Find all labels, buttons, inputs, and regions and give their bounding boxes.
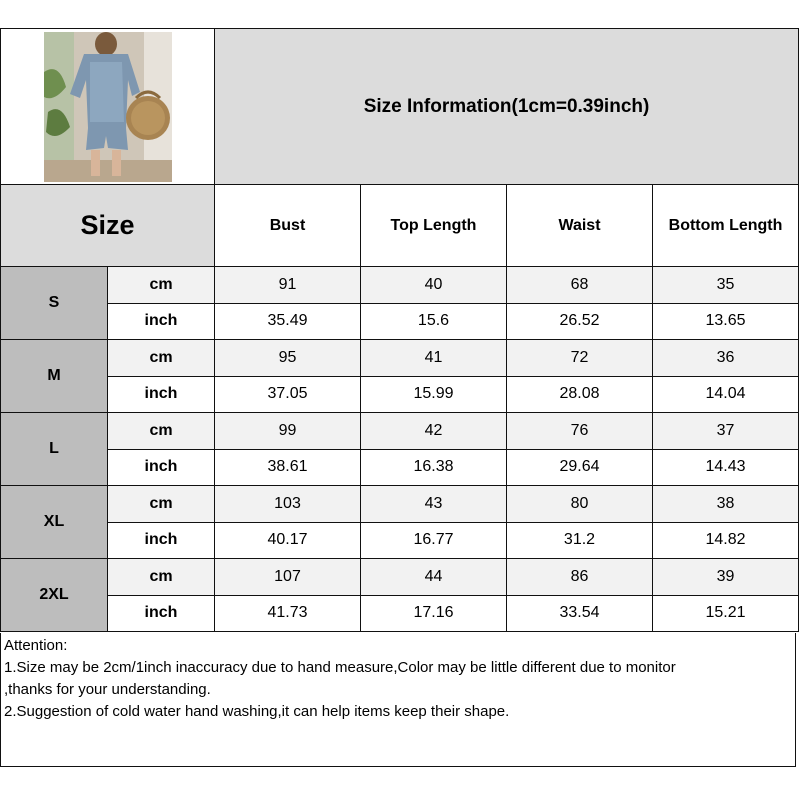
column-header-bottom-length: Bottom Length <box>653 185 799 267</box>
size-chart <box>0 28 800 770</box>
unit-label: inch <box>108 595 215 632</box>
value-bottom-length: 36 <box>653 340 799 377</box>
column-header-top-length: Top Length <box>361 185 507 267</box>
table-row <box>1 376 799 413</box>
attention-note <box>0 633 796 767</box>
value-bottom-length: 37 <box>653 413 799 450</box>
table-row <box>1 449 799 486</box>
model-photo-icon <box>44 32 172 182</box>
value-bust: 91 <box>215 267 361 304</box>
value-top-length: 16.77 <box>361 522 507 559</box>
unit-label: cm <box>108 413 215 450</box>
value-waist: 68 <box>507 267 653 304</box>
value-top-length: 42 <box>361 413 507 450</box>
value-bottom-length: 13.65 <box>653 303 799 340</box>
column-header-waist: Waist <box>507 185 653 267</box>
size-label-cell: L <box>1 413 108 486</box>
value-bottom-length: 14.43 <box>653 449 799 486</box>
value-bottom-length: 14.82 <box>653 522 799 559</box>
size-table <box>0 28 799 632</box>
size-label-cell: XL <box>1 486 108 559</box>
unit-label: cm <box>108 559 215 596</box>
unit-label: inch <box>108 449 215 486</box>
unit-label: cm <box>108 486 215 523</box>
value-bottom-length: 15.21 <box>653 595 799 632</box>
value-waist: 33.54 <box>507 595 653 632</box>
note-line: Attention: <box>4 637 68 654</box>
value-waist: 72 <box>507 340 653 377</box>
value-top-length: 44 <box>361 559 507 596</box>
value-bottom-length: 38 <box>653 486 799 523</box>
column-header-bust: Bust <box>215 185 361 267</box>
table-row <box>1 486 799 523</box>
value-bust: 95 <box>215 340 361 377</box>
value-top-length: 15.99 <box>361 376 507 413</box>
table-row <box>1 413 799 450</box>
table-row <box>1 595 799 632</box>
value-waist: 26.52 <box>507 303 653 340</box>
unit-label: inch <box>108 522 215 559</box>
value-top-length: 15.6 <box>361 303 507 340</box>
size-heading: Size <box>1 185 215 267</box>
table-row <box>1 267 799 304</box>
table-row <box>1 559 799 596</box>
value-top-length: 17.16 <box>361 595 507 632</box>
value-bottom-length: 39 <box>653 559 799 596</box>
value-bottom-length: 35 <box>653 267 799 304</box>
value-waist: 86 <box>507 559 653 596</box>
unit-label: cm <box>108 340 215 377</box>
unit-label: inch <box>108 376 215 413</box>
value-bust: 40.17 <box>215 522 361 559</box>
value-bust: 37.05 <box>215 376 361 413</box>
size-label-cell: 2XL <box>1 559 108 632</box>
value-waist: 28.08 <box>507 376 653 413</box>
unit-label: cm <box>108 267 215 304</box>
value-bust: 99 <box>215 413 361 450</box>
product-photo-cell <box>1 29 215 185</box>
value-top-length: 41 <box>361 340 507 377</box>
value-waist: 31.2 <box>507 522 653 559</box>
value-top-length: 40 <box>361 267 507 304</box>
value-waist: 80 <box>507 486 653 523</box>
value-bottom-length: 14.04 <box>653 376 799 413</box>
note-line: 2.Suggestion of cold water hand washing,it can help items keep their shape. <box>4 703 510 720</box>
size-info-title: Size Information(1cm=0.39inch) <box>215 29 799 185</box>
value-bust: 107 <box>215 559 361 596</box>
value-waist: 76 <box>507 413 653 450</box>
value-bust: 41.73 <box>215 595 361 632</box>
value-bust: 38.61 <box>215 449 361 486</box>
table-row <box>1 522 799 559</box>
size-label-cell: M <box>1 340 108 413</box>
unit-label: inch <box>108 303 215 340</box>
note-line: ,thanks for your understanding. <box>4 681 211 698</box>
value-bust: 35.49 <box>215 303 361 340</box>
table-row <box>1 303 799 340</box>
size-label-cell: S <box>1 267 108 340</box>
value-bust: 103 <box>215 486 361 523</box>
table-row <box>1 340 799 377</box>
value-top-length: 43 <box>361 486 507 523</box>
note-line: 1.Size may be 2cm/1inch inaccuracy due to hand measure,Color may be little different due to monitor <box>4 659 676 676</box>
value-top-length: 16.38 <box>361 449 507 486</box>
value-waist: 29.64 <box>507 449 653 486</box>
